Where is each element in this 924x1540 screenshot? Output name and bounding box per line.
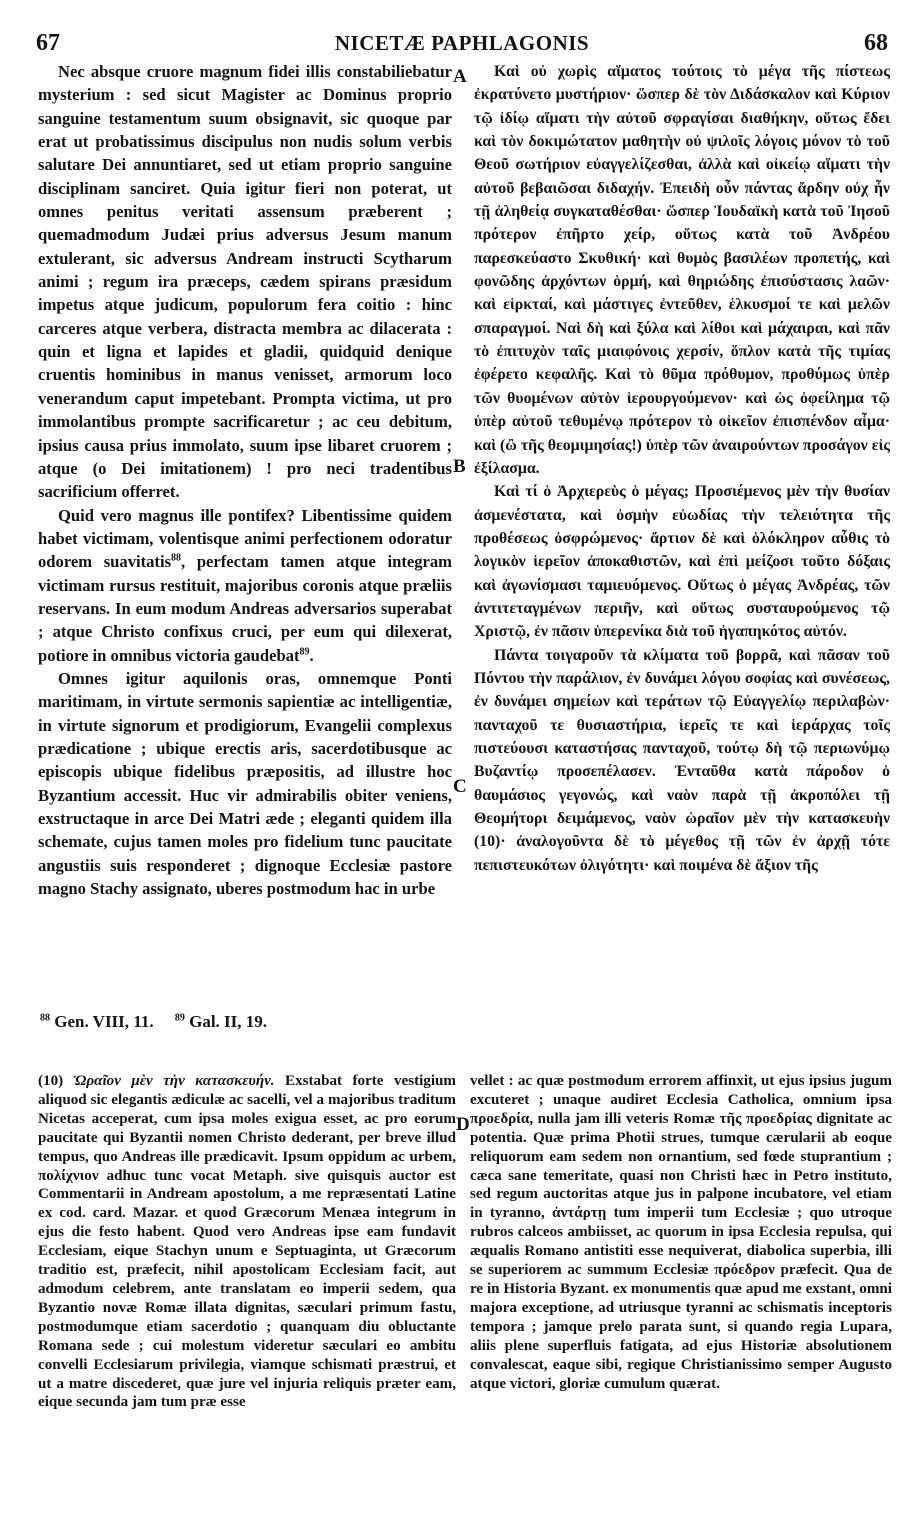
- latin-paragraph-2-text-a: Quid vero magnus ille pontifex? Libentissime quidem habet victimam, volentisque animi perfectionem odoratur odorem suavitatis: [38, 505, 452, 572]
- note-text-left: Exstabat forte vestigium aliquod sic elegantis ædiculæ ac sacelli, vel a majoribus traditum Nicetas acceperat, cum ipsa moles exigua esset, ac pro eorum paucitate qui Byzantii nomen Christo dederant, per breve illud tempus, quo Andreas ille prædicavit. Ipsum oppidum ac urbem, πολίχνιον adhuc tunc vocat Metaph. sive quisquis auctor est Commentarii in Andream apostolum, a me repræsentati Latine ex cod. card. Mazar. et quod Græcorum Menæa integrum in ejus die festo habent. Quod vero Andreas ipse eam fundavit Ecclesiam, eique Stachyn unum e Septuaginta, ut Græcorum traditio est, præfecit, nihil apostolicam Ecclesiam facit, aut admodum celebrem, ante translatam eo imperii sedem, qua Byzantio novæ Romæ illata dignitas, sæculari primum fastu, postmodumque etiam sacerdotio ; quanquam diu obluctante Romana sede ; cui molestum videretur sæculari eo ambitu convelli Ecclesiarum privilegia, viamque schismati præstrui, et ut a matre discederet, quæ jure vel injuria reliquis præter eam, eique secunda jam tum præ esse: [38, 1073, 456, 1411]
- margin-letter-b: B: [453, 456, 466, 477]
- greek-paragraph-2: Καὶ τί ὁ Ἀρχιερεὺς ὁ μέγας; Προσιέμενος μὲν τὴν θυσίαν ἀσμενέστατα, καὶ ὀσμὴν εὐωδίας τὴν τελειότητα τῆς προθέσεως ὀσφρώμενος· ἄρτιον δὲ καὶ ὁλόκληρον αὖθις τὸ λογικὸν ἱερεῖον ἀποκαθιστῶν, καὶ ἐπὶ μείζοσι τοῦτο δόξαις καὶ ἀγωνίσμασι ταμιευόμενος. Οὕτως ὁ μέγας Ἀνδρέας, τῶν ἀντιτεταγμένων περιῆν, καὶ οὕτως συσταυρούμενος τῷ Χριστῷ, ἐν πᾶσιν ὑπερενίκα διὰ τοῦ ἠγαπηκότος αὐτόν.: [474, 483, 890, 641]
- footnote-text-89: Gal. II, 19.: [189, 1012, 268, 1031]
- editor-note-right: [470, 1072, 892, 1512]
- footnote-number-89: 89: [174, 1012, 185, 1024]
- footnote-text-88: Gen. VIII, 11.: [54, 1012, 154, 1031]
- editor-note-10: [38, 1072, 456, 1412]
- greek-paragraph-3: Πάντα τοιγαροῦν τὰ κλίματα τοῦ βορρᾶ, καὶ πᾶσαν τοῦ Πόντου τὴν παράλιον, ἐν δυνάμει λόγου σοφίας καὶ συνέσεως, ἐν δυνάμει σημείων καὶ τεράτων τῷ Εὐαγγελίῳ περιλαβὼν· πανταχοῦ τε θυσιαστήρια, ἱερεῖς τε καὶ ἱεράρχας τοῖς πιστεύουσι καταστήσας πανταχοῦ, τούτῳ δὴ τῷ περιωνύμῳ Βυζαντίῳ προσεπέλασεν. Ἐνταῦθα κατὰ πάροδον ὁ θαυμάσιος γεγονώς, καὶ ναὸν παρὰ τῇ ἀκροπόλει τῇ Θεομήτορι δειμάμενος, ναὸν ὡραῖον μὲν τὴν κατασκευὴν (10)· ἀναλογοῦντα δὲ τὸ μέγεθος τῇ τῶν ἐν ἀρχῇ τότε πεπιστευκότων ὀλιγότητι· καὶ ποιμένα δὲ ἄξιον τῆς: [474, 646, 890, 874]
- latin-column: [38, 60, 452, 992]
- latin-paragraph-3: Omnes igitur aquilonis oras, omnemque Ponti maritimam, in virtute sermonis sapientiæ ac intelligentiæ, in virtute signorum et prodigiorum, Evangelii complexus prædicatione ; ubique erectis aris, sacerdotibusque ac episcopis ubique fidelibus præpositis, ad illustre hoc Byzantium accessit. Huc vir admirabilis obiter veniens, exstructaque in arce Dei Matri æde ; eleganti quidem illa schemate, cujus tamen moles pro fidelium tunc paucitate angustiis suis responderet ; dignoque Ecclesiæ pastore magno Stachy assignato, uberes postmodum hac in urbe: [38, 668, 452, 899]
- latin-paragraph-2: [38, 504, 452, 667]
- margin-letter-c: C: [453, 776, 467, 797]
- latin-paragraph-1: Nec absque cruore magnum fidei illis constabiliebatur mysterium : sed sicut Magister ac Dominus proprio sanguine testamentum suum obsignavit, sic quoque par erat ut probatissimus discipulus non nudis solum verbis salutare Dei annuntiaret, sed ut etiam proprio sanguine disciplinam sanciret. Quia igitur fieri non poterat, ut omnes penitus veritati assensum præberent ; quemadmodum Judæi prius adversus Jesum manum extulerant, sic adversus Andream instructi Scytharum animi ; regum ira præceps, cædem spirans præsidum impetus atque judicum, populorum fera coitio : hinc carceres atque verbera, distracta membra ac dilacerata : quin et ligna et lapides et gladii, quidquid denique cruentis hominibus in manus venisset, armorum loco venerandum caput impetebant. Prompta victima, ut pro immolantibus prompte sacrificaretur ; ac ceu debitum, ipsius causa prius immolato, suum ipse libaret cruorem ; atque (o Dei imitationem) ! pro neci tradentibus sacrificium offerret.: [38, 62, 452, 502]
- running-title: NICETÆ PAPHLAGONIS: [334, 31, 590, 55]
- note-label: (10): [38, 1073, 64, 1089]
- latin-paragraph-2-text-c: .: [309, 645, 314, 665]
- scripture-footnotes: [40, 1012, 440, 1032]
- latin-paragraph-2-text-b: , perfectam tamen atque integram victimam rursus restituit, majoribus coronis atque præliis reservans. In eum modum Andreas adversarios superabat ; atque Christo confixus cruci, per eum qui dilexerat, potiore in omnibus victoria gaudebat: [38, 552, 452, 665]
- greek-column: [474, 60, 890, 992]
- page-number-left: 67: [36, 30, 60, 56]
- note-lemma: Ὡραῖον μὲν τὴν κατασκευήν.: [73, 1073, 275, 1089]
- margin-letter-d: D: [456, 1114, 470, 1135]
- footnote-marker-88: 88: [171, 552, 182, 564]
- page-number-right: 68: [864, 30, 888, 56]
- margin-letter-a: A: [453, 66, 467, 87]
- footnote-marker-89: 89: [299, 646, 310, 658]
- greek-paragraph-1: Καὶ οὐ χωρὶς αἵματος τούτοις τὸ μέγα τῆς πίστεως ἐκρατύνετο μυστήριον· ὥσπερ δὲ τὸν Διδάσκαλον καὶ Κύριον τῷ ἰδίῳ αἵματι τὴν αὐτοῦ σφραγίσαι διαθήκην, οὕτως ἔδει καὶ τὸν δοκιμώτατον μαθητὴν οὐ ψιλοῖς λόγοις μόνον τὸ τοῦ Θεοῦ σωτήριον εὐαγγελίζεσθαι, ἀλλὰ καὶ οἰκείῳ αἵματι τὴν αὐτοῦ βεβαιῶσαι διδαχήν. Ἐπειδὴ οὖν πάντας ἄρδην οὐχ ἦν τῇ ἀληθείᾳ συγκαταθέσθαι· ὥσπερ Ἰουδαϊκὴ κατὰ τοῦ Ἰησοῦ πρότερον ἐπῆρτο χείρ, οὕτως κατὰ τοῦ Ἀνδρέου παρεσκεύαστο Σκυθική· καὶ θυμὸς βασιλέων προπετής, καὶ φονῶδης ἀρχόντων ὁρμή, καὶ θηριώδης ἐπισύστασις λαῶν· καὶ εἱρκταί, καὶ μάστιγες ἐντεῦθεν, ἑλκυσμοί τε καὶ μελῶν σπαραγμοί. Ναὶ δὴ καὶ ξύλα καὶ λίθοι καὶ μάχαιραι, καὶ πᾶν τὸ ἐπιτυχὸν ταῖς μιαιφόνοις χερσίν, ὅπλον κατὰ τῆς τιμίας ἐφέρετο κεφαλῆς. Καὶ τὸ θῦμα πρόθυμον, προθύμως ὑπὲρ τῶν θυομένων αὐτὸν ἱερουργούμενον· καὶ ὡς ὀφείλημα τῷ ὑπὲρ αὐτοῦ τεθυμένῳ πρότερον τὸ οἰκεῖον ἐπισπένδον αἷμα· καὶ (ὢ τῆς θεομιμησίας!) ὑπὲρ τῶν ἀναιρούντων προσάγον εἰς ἐξίλασμα.: [474, 63, 890, 477]
- footnote-number-88: 88: [40, 1012, 50, 1024]
- note-text-right: vellet : ac quæ postmodum errorem affinxit, ut ejus ipsius jugum excuteret ; unaque audiret Ecclesia Catholica, omnium ipsa προεδρία, nulla jam illi veteris Romæ τῆς προεδρίας dignitate ac potentia. Quæ prima Photii strues, tumque cærularii ab eoque reliquorum eam sedem non ornantium, sed fœde stuprantium ; cæca sane temeritate, quasi non Christi hæc in Petro instituto, sed regum auctoritas atque jus in palpone incubatore, vel etiam in tyranno, ἀντάρτῃ tum imperii tum Ecclesiæ ; quo utroque rubros calceos ambiisset, ac quorum in ipsa Ecclesia repulsa, qui æqualis Romano antistiti esse nequiverat, diabolica superbia, illi se superiorem ac summum Ecclesiæ πρόεδρον præfecit. Qua de re in Historia Byzant. ex monumentis quæ apud me exstant, omni majora exceptione, ad utriusque tyranni ac schismatis inceptoris tempora ; jamque prelo parata sunt, si quando regia Lupara, aliis plene superfluis fatigata, ad ejus Historiæ absolutionem convalescat, eaque sibi, regique Christianissimo semper Augusto atque victori, gloriæ cumulum quærat.: [470, 1073, 892, 1392]
- editor-note-left: [38, 1072, 456, 1512]
- page-header: [36, 30, 888, 56]
